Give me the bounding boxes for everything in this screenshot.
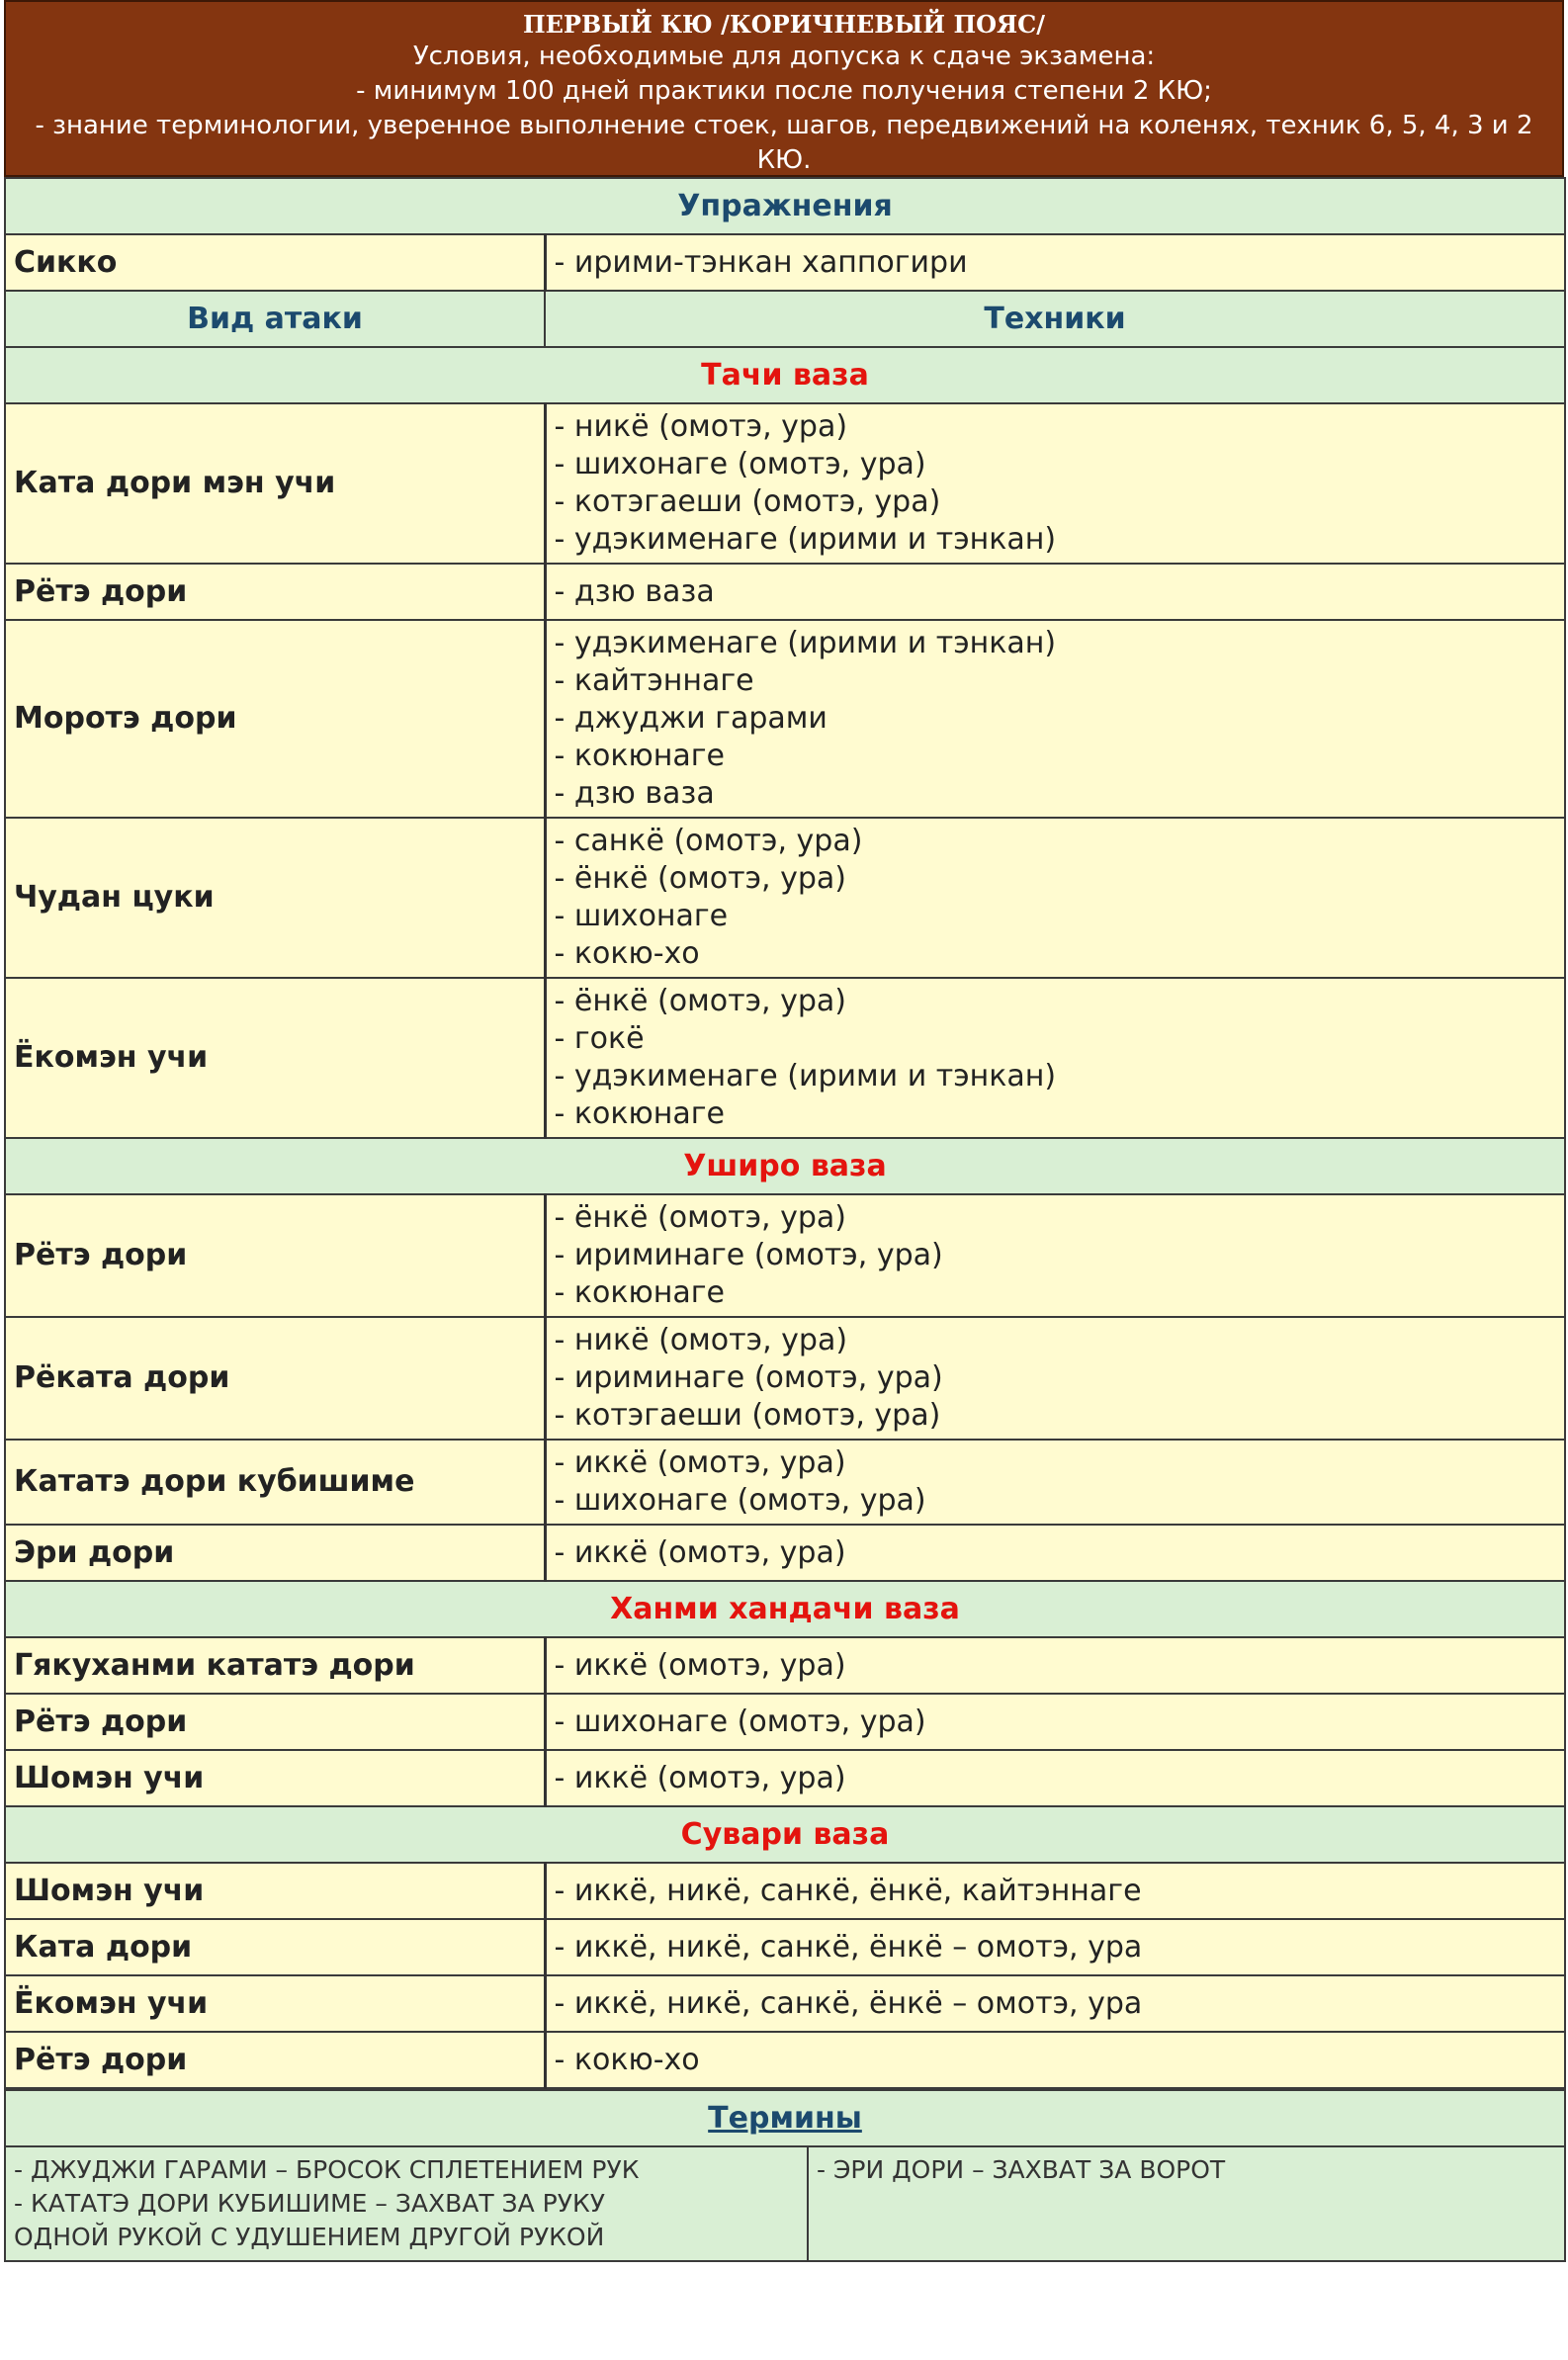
techniques-cell xyxy=(545,1919,1565,1975)
techniques-cell xyxy=(545,818,1565,978)
condition-knowledge: - знание терминологии, уверенное выполнение стоек, шагов, передвижений на коленях, техник 6, 5, 4, 3 и 2 КЮ. xyxy=(35,111,1533,175)
technique-item: - котэгаеши (омотэ, ура) xyxy=(554,484,941,519)
technique-row xyxy=(5,1863,1565,1919)
technique-item: - удэкименаге (ирими и тэнкан) xyxy=(554,626,1057,660)
technique-item: - иккё, никё, санкё, ёнкё – омотэ, ура xyxy=(554,1985,1143,2021)
techniques-cell xyxy=(545,620,1565,818)
conditions-line: Условия, необходимые для допуска к сдаче экзамена: xyxy=(412,42,1156,71)
terms-left xyxy=(5,2146,808,2261)
techniques-cell xyxy=(545,2032,1565,2088)
technique-row xyxy=(5,1440,1565,1525)
technique-row xyxy=(5,403,1565,564)
section-heading-row xyxy=(5,347,1565,403)
technique-item: - шихонаге (омотэ, ура) xyxy=(554,1704,926,1739)
technique-item: - шихонаге (омотэ, ура) xyxy=(554,447,926,481)
technique-row xyxy=(5,1750,1565,1806)
technique-row xyxy=(5,1694,1565,1750)
attack-type: Шомэн учи xyxy=(5,1863,545,1919)
techniques-cell xyxy=(545,1637,1565,1694)
attack-type: Ката дори мэн учи xyxy=(5,403,545,564)
terms-right xyxy=(808,2146,1565,2261)
techniques-cell xyxy=(545,1194,1565,1317)
technique-row xyxy=(5,564,1565,620)
exercise-name: Сикко xyxy=(5,234,545,291)
technique-row xyxy=(5,2032,1565,2088)
attack-type: Рёката дори xyxy=(5,1317,545,1440)
technique-item: - кайтэннаге xyxy=(554,663,754,698)
terms-heading-row xyxy=(5,2090,1565,2146)
technique-item: - котэгаеши (омотэ, ура) xyxy=(554,1398,941,1433)
technique-item: - кокю-хо xyxy=(554,2042,700,2077)
techniques-cell xyxy=(545,1440,1565,1525)
section-heading-row xyxy=(5,1138,1565,1194)
attack-type: Рётэ дори xyxy=(5,1694,545,1750)
techniques-cell xyxy=(545,978,1565,1138)
technique-item: - ириминаге (омотэ, ура) xyxy=(554,1238,943,1272)
technique-row xyxy=(5,1194,1565,1317)
attack-type: Ёкомэн учи xyxy=(5,978,545,1138)
section-heading: Уширо ваза xyxy=(5,1138,1565,1194)
techniques-cell xyxy=(545,564,1565,620)
attack-type: Ёкомэн учи xyxy=(5,1975,545,2032)
section-heading-row xyxy=(5,1581,1565,1637)
condition-practice: - минимум 100 дней практики после получения степени 2 КЮ; xyxy=(356,76,1212,106)
attack-type: Рётэ дори xyxy=(5,564,545,620)
technique-item: - кокюнаге xyxy=(554,1096,725,1131)
section-heading-row xyxy=(5,1806,1565,1863)
technique-item: - иккё (омотэ, ура) xyxy=(554,1534,846,1570)
technique-item: - дзю ваза xyxy=(554,776,715,811)
technique-item: - иккё (омотэ, ура) xyxy=(554,1760,846,1795)
technique-item: - ириминаге (омотэ, ура) xyxy=(554,1360,943,1395)
technique-row xyxy=(5,1637,1565,1694)
term-line: - ЭРИ ДОРИ – ЗАХВАТ ЗА ВОРОТ xyxy=(817,2155,1226,2184)
attack-type: Шомэн учи xyxy=(5,1750,545,1806)
technique-row xyxy=(5,1975,1565,2032)
terms-heading-link[interactable]: Термины xyxy=(5,2090,1565,2146)
technique-item: - шихонаге xyxy=(554,899,729,933)
section-heading: Тачи ваза xyxy=(5,347,1565,403)
technique-row xyxy=(5,818,1565,978)
technique-row xyxy=(5,1317,1565,1440)
techniques-cell xyxy=(545,1525,1565,1581)
exercise-row xyxy=(5,234,1565,291)
techniques-cell xyxy=(545,1975,1565,2032)
term-line: - КАТАТЭ ДОРИ КУБИШИМЕ – ЗАХВАТ ЗА РУКУ xyxy=(14,2189,605,2218)
technique-item: - кокюнаге xyxy=(554,739,725,773)
technique-item: - иккё, никё, санкё, ёнкё – омотэ, ура xyxy=(554,1929,1143,1965)
section-heading: Ханми хандачи ваза xyxy=(5,1581,1565,1637)
column-header-techniques: Техники xyxy=(545,291,1565,347)
attack-type: Моротэ дори xyxy=(5,620,545,818)
techniques-cell xyxy=(545,403,1565,564)
attack-type: Кататэ дори кубишиме xyxy=(5,1440,545,1525)
technique-item: - ёнкё (омотэ, ура) xyxy=(554,1200,846,1235)
exercise-value: - ирими-тэнкан хаппогири xyxy=(545,234,1565,291)
technique-row xyxy=(5,1919,1565,1975)
technique-item: - шихонаге (омотэ, ура) xyxy=(554,1483,926,1518)
technique-item: - иккё, никё, санкё, ёнкё, кайтэннаге xyxy=(554,1873,1142,1908)
attack-type: Рётэ дори xyxy=(5,1194,545,1317)
techniques-cell xyxy=(545,1694,1565,1750)
attack-type: Гякуханми кататэ дори xyxy=(5,1637,545,1694)
exercises-heading: Упражнения xyxy=(5,178,1565,234)
term-line: ОДНОЙ РУКОЙ С УДУШЕНИЕМ ДРУГОЙ РУКОЙ xyxy=(14,2223,605,2251)
technique-item: - иккё (омотэ, ура) xyxy=(554,1445,846,1480)
header-banner xyxy=(4,0,1564,177)
attack-type: Чудан цуки xyxy=(5,818,545,978)
technique-item: - удэкименаге (ирими и тэнкан) xyxy=(554,522,1057,557)
technique-item: - удэкименаге (ирими и тэнкан) xyxy=(554,1059,1057,1093)
section-heading: Сувари ваза xyxy=(5,1806,1565,1863)
terms-table xyxy=(4,2089,1566,2262)
technique-item: - джуджи гарами xyxy=(554,701,828,736)
techniques-cell xyxy=(545,1317,1565,1440)
column-header-attack: Вид атаки xyxy=(5,291,545,347)
technique-item: - дзю ваза xyxy=(554,573,715,609)
technique-item: - санкё (омотэ, ура) xyxy=(554,824,863,858)
technique-item: - кокюнаге xyxy=(554,1275,725,1310)
page-title: ПЕРВЫЙ КЮ /КОРИЧНЕВЫЙ ПОЯС/ xyxy=(522,10,1046,39)
technique-item: - кокю-хо xyxy=(554,936,700,971)
column-header-row xyxy=(5,291,1565,347)
technique-row xyxy=(5,978,1565,1138)
techniques-table xyxy=(4,177,1566,2089)
technique-item: - никё (омотэ, ура) xyxy=(554,409,848,444)
techniques-cell xyxy=(545,1863,1565,1919)
attack-type: Ката дори xyxy=(5,1919,545,1975)
technique-item: - иккё (омотэ, ура) xyxy=(554,1647,846,1683)
technique-row xyxy=(5,1525,1565,1581)
terms-body-row xyxy=(5,2146,1565,2261)
techniques-cell xyxy=(545,1750,1565,1806)
technique-item: - никё (омотэ, ура) xyxy=(554,1323,848,1357)
technique-item: - гокё xyxy=(554,1021,645,1056)
attack-type: Рётэ дори xyxy=(5,2032,545,2088)
technique-item: - ёнкё (омотэ, ура) xyxy=(554,861,846,896)
term-line: - ДЖУДЖИ ГАРАМИ – БРОСОК СПЛЕТЕНИЕМ РУК xyxy=(14,2155,640,2184)
exercises-heading-row xyxy=(5,178,1565,234)
technique-row xyxy=(5,620,1565,818)
attack-type: Эри дори xyxy=(5,1525,545,1581)
technique-item: - ёнкё (омотэ, ура) xyxy=(554,984,846,1018)
exam-requirements-page xyxy=(4,0,1564,2262)
